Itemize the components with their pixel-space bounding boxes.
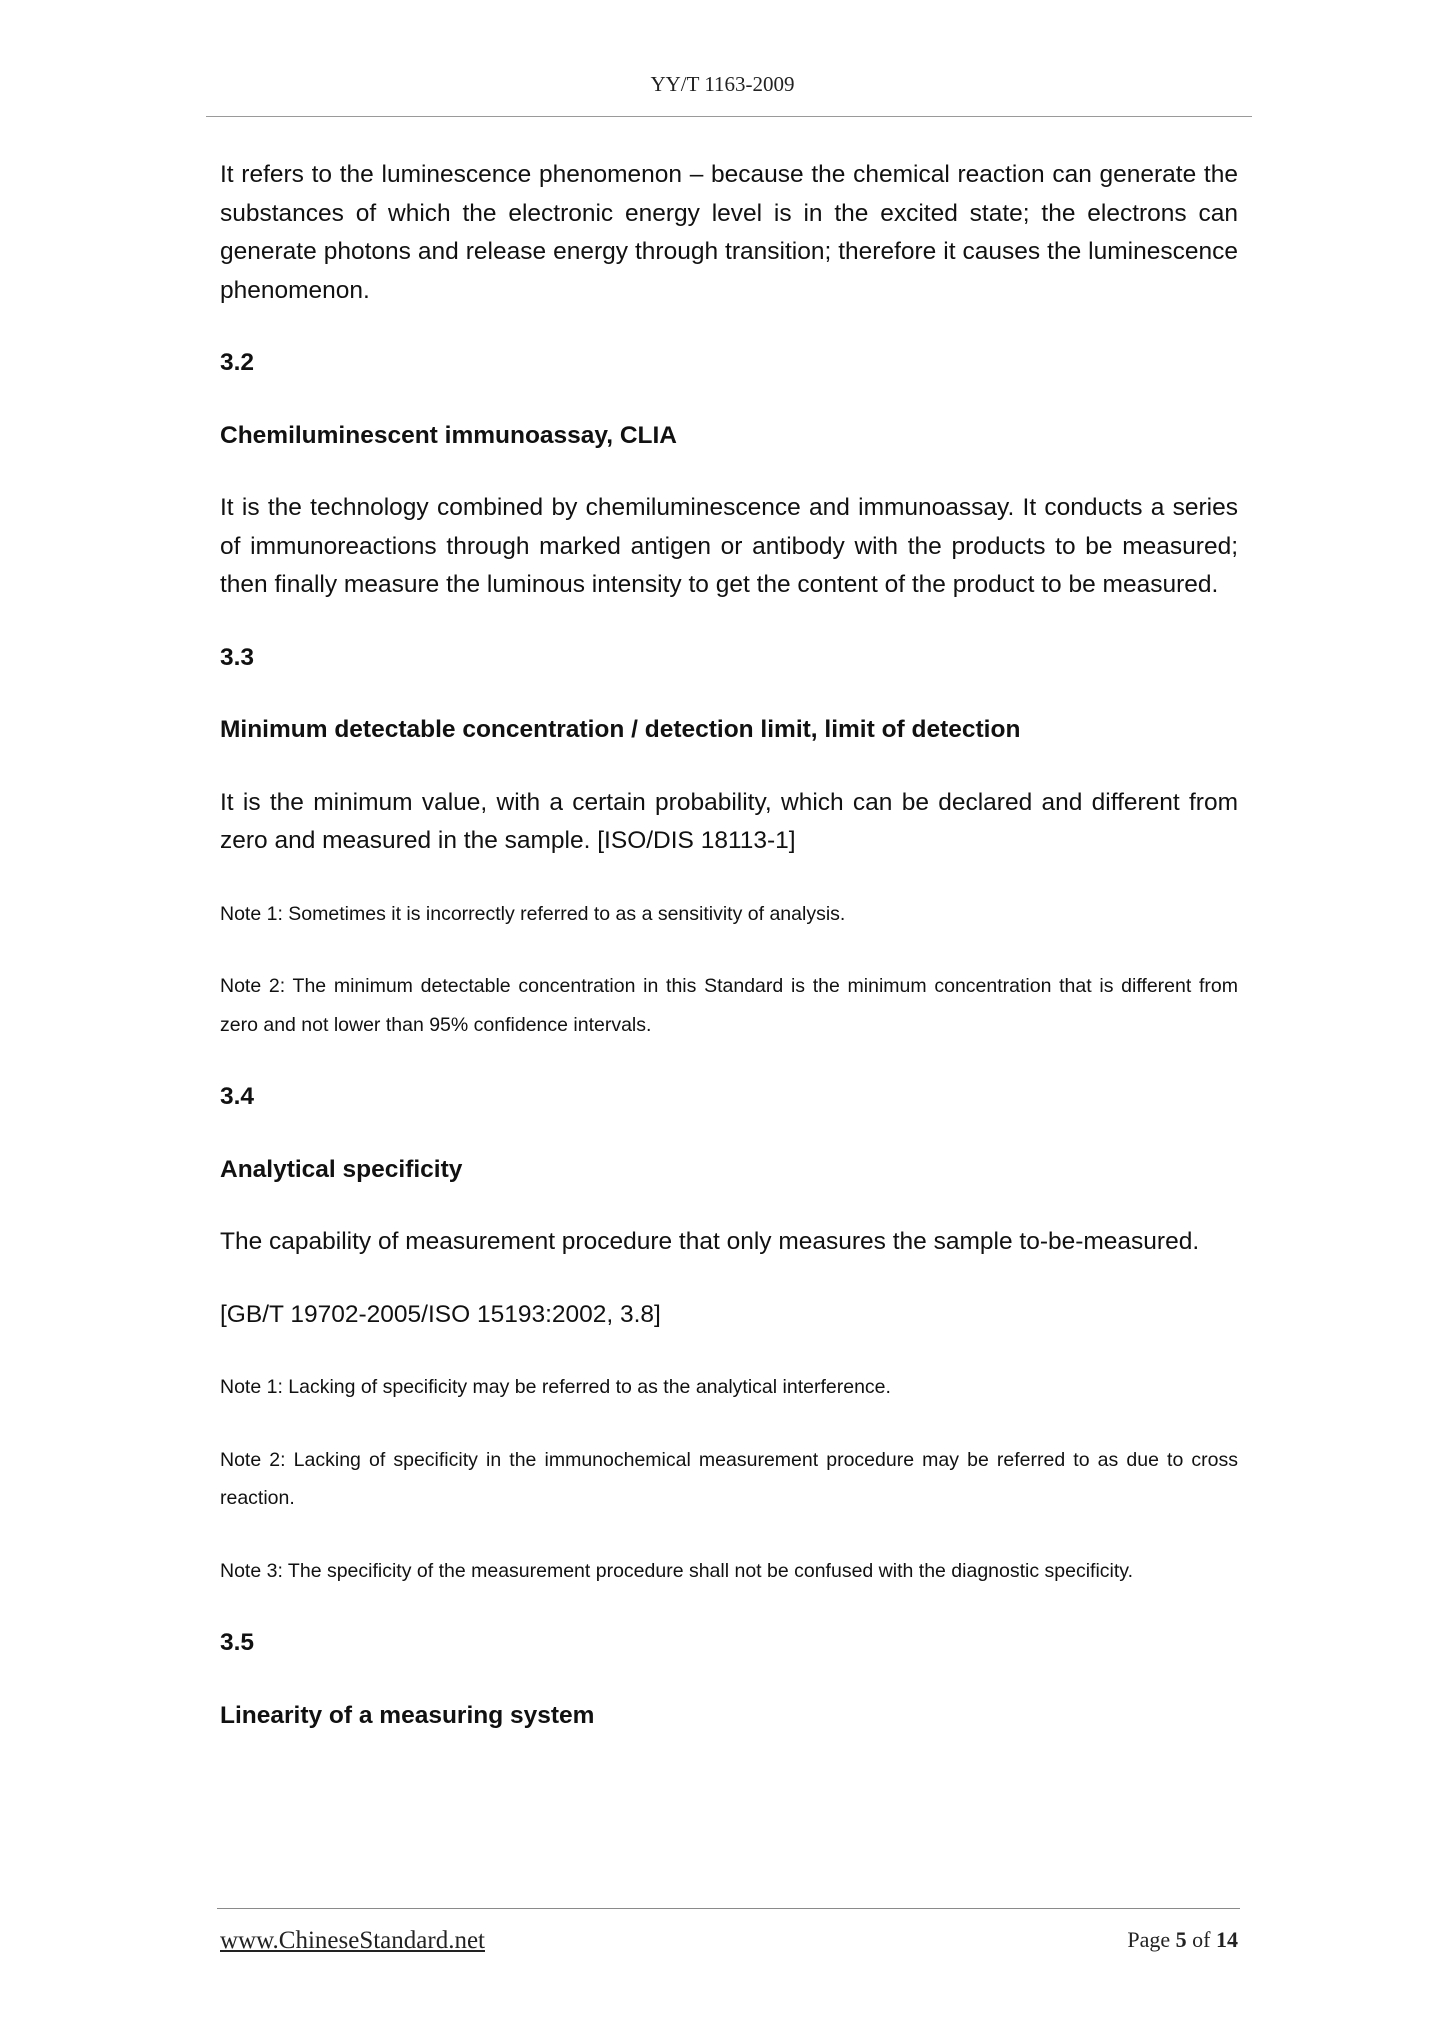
clause-number-3-3: 3.3 — [220, 643, 255, 671]
reference-3-4: [GB/T 19702-2005/ISO 15193:2002, 3.8] — [220, 1300, 661, 1328]
note-3-4-2: Note 2: Lacking of specificity in the immunochemical measurement procedure may be referred to as due to cross reaction. — [220, 1448, 1238, 1509]
intro-paragraph: It refers to the luminescence phenomenon – because the chemical reaction can generate the substances of which the electronic energy level is in the excited state; the electrons can generate photons and release energy through transition; therefore it causes the luminescence phenomenon. — [220, 161, 1238, 304]
term-heading-3-5: Linearity of a measuring system — [220, 1701, 595, 1729]
term-heading-3-4: Analytical specificity — [220, 1155, 463, 1183]
header-divider — [206, 116, 1252, 117]
page-label: Page — [1127, 1927, 1171, 1952]
clause-number-3-2: 3.2 — [220, 349, 255, 376]
clause-number-3-5: 3.5 — [220, 1629, 255, 1656]
note-3-4-1: Note 1: Lacking of specificity may be referred to as the analytical interference. — [220, 1376, 891, 1398]
page-body — [220, 156, 1238, 1735]
page-total: 14 — [1216, 1927, 1238, 1952]
definition-3-4: The capability of measurement procedure that only measures the sample to-be-measured. — [220, 1228, 1200, 1255]
note-3-3-2: Note 2: The minimum detectable concentration in this Standard is the minimum concentration that is different from zero and not lower than 95% confidence intervals. — [220, 975, 1238, 1036]
page-of: of — [1192, 1927, 1211, 1952]
term-heading-3-3: Minimum detectable concentration / detection limit, limit of detection — [220, 716, 1021, 743]
clause-number-3-4: 3.4 — [220, 1083, 255, 1110]
website-link[interactable]: www.ChineseStandard.net — [220, 1927, 485, 1954]
definition-3-3: It is the minimum value, with a certain probability, which can be declared and different from zero and measured in the sample. [ISO/DIS 18113-1] — [220, 788, 1238, 854]
page-current: 5 — [1175, 1927, 1187, 1952]
note-3-3-1: Note 1: Sometimes it is incorrectly referred to as a sensitivity of analysis. — [220, 902, 846, 925]
document-code-header: YY/T 1163-2009 — [650, 72, 795, 96]
definition-3-2: It is the technology combined by chemiluminescence and immunoassay. It conducts a series of immunoreactions through marked antigen or antibody with the products to be measured; then finally measure the luminous intensity to get the content of the product to be measured. — [220, 494, 1238, 598]
note-3-4-3: Note 3: The specificity of the measurement procedure shall not be confused with the diagnostic specificity. — [220, 1559, 1134, 1582]
page-indicator — [1127, 1927, 1238, 1953]
footer-divider — [217, 1908, 1240, 1909]
term-heading-3-2: Chemiluminescent immunoassay, CLIA — [220, 421, 677, 449]
